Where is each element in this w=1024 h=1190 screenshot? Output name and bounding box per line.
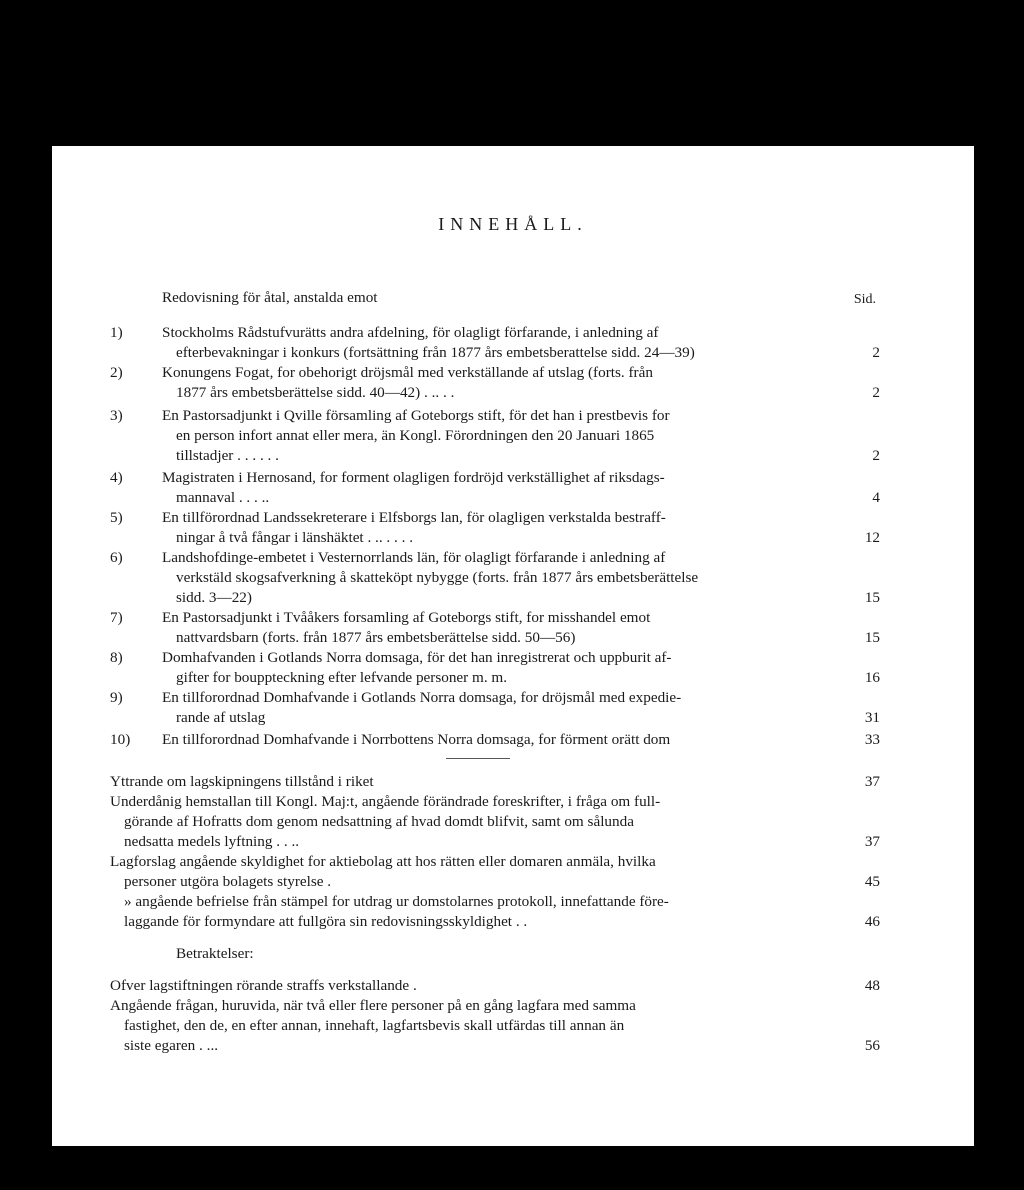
entry-text: Yttrande om lagskipningens tillstånd i riket <box>110 773 374 790</box>
entry-page: 15 <box>864 589 880 606</box>
intro-heading: Redovisning för åtal, anstalda emot <box>162 289 378 306</box>
entry-page: 15 <box>864 629 880 646</box>
entry-text: nedsatta medels lyftning . . .. <box>124 833 300 850</box>
entry-text: Underdånig hemstallan till Kongl. Maj:t, angående förändrade foreskrifter, i fråga om full- <box>110 793 661 810</box>
entry-page: 2 <box>872 384 880 401</box>
entry-text: Magistraten i Hernosand, for forment olagligen fordröjd verkställighet af riksdags- <box>162 469 665 486</box>
entry-text: fastighet, den de, en efter annan, innehaft, lagfartsbevis skall utfärdas till annan än <box>124 1017 625 1034</box>
entry-number: 1) <box>110 324 123 341</box>
section-divider <box>446 758 510 759</box>
entry-page: 2 <box>872 447 880 464</box>
entry-text: En Pastorsadjunkt i Tvååkers forsamling af Goteborgs stift, for misshandel emot <box>162 609 651 626</box>
section-heading: Betraktelser: <box>176 945 254 962</box>
entry-number: 7) <box>110 609 123 626</box>
entry-number: 6) <box>110 549 123 566</box>
entry-text: en person infort annat eller mera, än Kongl. Förordningen den 20 Januari 1865 <box>176 427 655 444</box>
entry-text: gifter for bouppteckning efter lefvande personer m. m. <box>176 669 508 686</box>
entry-page: 12 <box>864 529 880 546</box>
entry-page: 16 <box>864 669 880 686</box>
entry-text: Angående frågan, huruvida, när två eller flere personer på en gång lagfara med samma <box>110 997 636 1014</box>
entry-number: 3) <box>110 407 123 424</box>
entry-text: görande af Hofratts dom genom nedsattning af hvad domdt blifvit, samt om sålunda <box>124 813 634 830</box>
entry-page: 56 <box>864 1037 880 1054</box>
entry-page: 48 <box>864 977 880 994</box>
entry-text: ningar å två fångar i länshäktet . .. . . . . <box>176 529 414 546</box>
entry-text: Ofver lagstiftningen rörande straffs verkstallande . <box>110 977 417 994</box>
entry-text: En tillforordnad Domhafvande i Norrbottens Norra domsaga, for förment orätt dom <box>162 731 671 748</box>
entry-text: 1877 års embetsberättelse sidd. 40—42) . .. . . <box>176 384 455 401</box>
entry-page: 31 <box>864 709 880 726</box>
entry-text: Landshofdinge-embetet i Vesternorrlands län, för olagligt förfarande i anledning af <box>162 549 666 566</box>
entry-text: sidd. 3—22) <box>176 589 252 606</box>
entry-text: Lagforslag angående skyldighet for aktiebolag att hos rätten eller domaren anmäla, hvilka <box>110 853 656 870</box>
document-page <box>52 146 974 1146</box>
entry-text: En Pastorsadjunkt i Qville församling af Goteborgs stift, för det han i prestbevis for <box>162 407 670 424</box>
entry-text: Stockholms Rådstufvurätts andra afdelning, för olagligt förfarande, i anledning af <box>162 324 659 341</box>
entry-page: 2 <box>872 344 880 361</box>
entry-number: 8) <box>110 649 123 666</box>
entry-text: nattvardsbarn (forts. från 1877 års embetsberättelse sidd. 50—56) <box>176 629 576 646</box>
entry-number: 5) <box>110 509 123 526</box>
entry-text: tillstadjer . . . . . . <box>176 447 279 464</box>
entry-text: mannaval . . . .. <box>176 489 270 506</box>
entry-number: 4) <box>110 469 123 486</box>
entry-text: rande af utslag <box>176 709 266 726</box>
entry-text: Konungens Fogat, for obehorigt dröjsmål med verkställande af utslag (forts. från <box>162 364 653 381</box>
entry-text: personer utgöra bolagets styrelse . <box>124 873 332 890</box>
entry-text: » angående befrielse från stämpel for utdrag ur domstolarnes protokoll, innefattande före- <box>124 893 669 910</box>
entry-number: 2) <box>110 364 123 381</box>
entry-page: 33 <box>864 731 880 748</box>
entry-text: siste egaren . ... <box>124 1037 219 1054</box>
entry-number: 10) <box>110 731 131 748</box>
entry-text: efterbevakningar i konkurs (fortsättning från 1877 års embetsberattelse sidd. 24—39) <box>176 344 695 361</box>
entry-text: En tillförordnad Landssekreterare i Elfsborgs lan, för olagligen verkstalda bestraff- <box>162 509 666 526</box>
entry-number: 9) <box>110 689 123 706</box>
entry-text: verkstäld skogsafverkning å skatteköpt nybygge (forts. från 1877 års embetsberättelse <box>176 569 699 586</box>
entry-page: 4 <box>872 489 880 506</box>
entry-page: 37 <box>864 773 880 790</box>
entry-page: 45 <box>864 873 880 890</box>
page-column-label: Sid. <box>853 292 876 307</box>
entry-text: laggande för formyndare att fullgöra sin redovisningsskyldighet . . <box>124 913 528 930</box>
entry-text: Domhafvanden i Gotlands Norra domsaga, för det han inregistrerat och uppburit af- <box>162 649 672 666</box>
page-title: INNEHÅLL. <box>438 214 588 234</box>
entry-text: En tillforordnad Domhafvande i Gotlands Norra domsaga, for dröjsmål med expedie- <box>162 689 682 706</box>
entry-page: 37 <box>864 833 880 850</box>
entry-page: 46 <box>864 913 880 930</box>
